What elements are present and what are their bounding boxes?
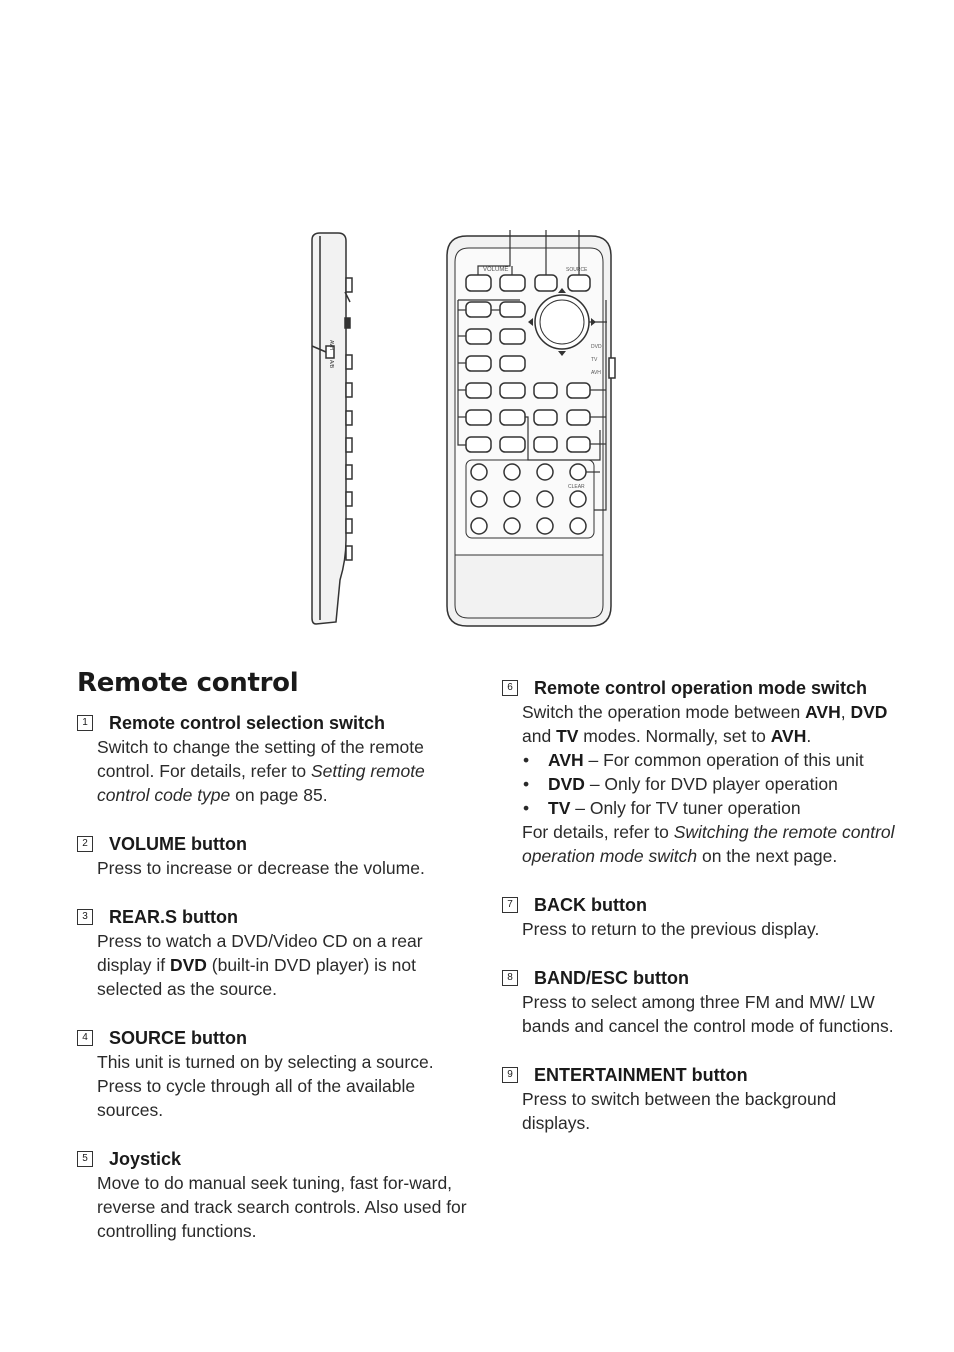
volume-plus-key	[500, 275, 525, 291]
volume-label: VOLUME	[483, 267, 509, 273]
item-note	[522, 820, 902, 868]
bold-term: AVH	[770, 726, 807, 746]
item-heading: SOURCE button	[109, 1028, 247, 1048]
volume-minus-key	[466, 275, 491, 291]
remote-front-view	[447, 230, 615, 626]
item-description	[97, 735, 472, 807]
item-1	[77, 711, 472, 807]
item-heading: Remote control selection switch	[109, 713, 386, 733]
item-description: Move to do manual seek tuning, fast for-ward, reverse and track search controls. Also used for controlling functions.	[97, 1173, 467, 1241]
item-description	[97, 929, 472, 1001]
item-heading: REAR.S button	[109, 907, 238, 927]
left-column	[77, 668, 472, 1268]
item-description: Press to switch between the background displays.	[522, 1089, 837, 1133]
cross-reference: Setting remote control code type	[97, 761, 425, 805]
item-description: Press to return to the previous display.	[522, 919, 820, 939]
item-5	[77, 1147, 472, 1243]
text-run: .	[806, 726, 812, 746]
rear-s-key	[535, 275, 557, 291]
bold-term: DVD	[850, 702, 888, 722]
item-number: 5	[77, 1151, 93, 1167]
item-number: 2	[77, 836, 93, 852]
item-number: 7	[502, 897, 518, 913]
text-run: – For common operation of this unit	[583, 750, 864, 770]
item-4	[77, 1026, 472, 1122]
item-number: 9	[502, 1067, 518, 1083]
text-run: and	[522, 726, 557, 746]
text-run: Switch the operation mode between	[522, 702, 806, 722]
item-7	[502, 893, 902, 941]
item-description: Press to select among three FM and MW/ LW bands and cancel the control mode of functions.	[522, 992, 894, 1036]
text-run: modes. Normally, set to	[578, 726, 771, 746]
item-number: 6	[502, 680, 518, 696]
mode-label-avh: AVH	[591, 370, 601, 376]
remote-side-view	[312, 233, 352, 624]
mode-list	[522, 748, 902, 820]
text-run: (built-in DVD player) is not selected as the source.	[97, 955, 417, 999]
page-title: Remote control	[77, 668, 299, 698]
list-item: • DVD – Only for DVD player operation	[523, 774, 838, 794]
right-column	[502, 676, 902, 1160]
item-description	[522, 700, 902, 748]
bold-term: DVD	[548, 774, 585, 794]
item-heading: BAND/ESC button	[534, 968, 689, 988]
item-6	[502, 676, 902, 868]
item-3	[77, 905, 472, 1001]
item-2	[77, 832, 472, 880]
bold-term: DVD	[169, 955, 207, 975]
text-run: For details, refer to	[522, 822, 674, 842]
side-switch-label-avh: AVH	[328, 340, 334, 350]
text-run: Switch to change the setting of the remote control. For details, refer to	[97, 737, 424, 781]
item-number: 8	[502, 970, 518, 986]
side-switch-label-ab: A/B	[328, 360, 334, 369]
keypad-clear-label: CLEAR	[568, 484, 585, 490]
mode-switch	[609, 358, 615, 378]
item-number: 1	[77, 715, 93, 731]
text-run: – Only for DVD player operation	[584, 774, 838, 794]
item-heading: BACK button	[534, 895, 647, 915]
item-heading: Joystick	[109, 1149, 182, 1169]
list-item: • TV – Only for TV tuner operation	[523, 798, 801, 818]
source-label: SOURCE	[566, 267, 588, 273]
text-run: on page 85.	[230, 785, 328, 805]
item-heading: Remote control operation mode switch	[534, 678, 868, 698]
source-key	[568, 275, 590, 291]
bold-term: TV	[556, 726, 579, 746]
joystick	[535, 295, 589, 349]
item-description: This unit is turned on by selecting a source. Press to cycle through all of the available sources.	[97, 1052, 434, 1120]
text-run: ,	[840, 702, 851, 722]
text-run: on the next page.	[697, 846, 838, 866]
item-number: 4	[77, 1030, 93, 1046]
item-number: 3	[77, 909, 93, 925]
text-run: Press to watch a DVD/Video CD on a rear display if	[97, 931, 423, 975]
item-heading: VOLUME button	[109, 834, 247, 854]
remote-control-illustration	[0, 0, 954, 660]
bold-term: AVH	[805, 702, 841, 722]
text-run: – Only for TV tuner operation	[570, 798, 801, 818]
mode-label-dvd: DVD	[591, 344, 602, 350]
item-8	[502, 966, 902, 1038]
item-9	[502, 1063, 902, 1135]
item-heading: ENTERTAINMENT button	[534, 1065, 748, 1085]
item-description: Press to increase or decrease the volume.	[97, 858, 425, 878]
bold-term: AVH	[548, 750, 584, 770]
cross-reference: Switching the remote control operation mode switch	[522, 822, 895, 866]
mode-label-tv: TV	[591, 357, 598, 363]
list-item: • AVH – For common operation of this unit	[523, 750, 864, 770]
bold-term: TV	[548, 798, 571, 818]
